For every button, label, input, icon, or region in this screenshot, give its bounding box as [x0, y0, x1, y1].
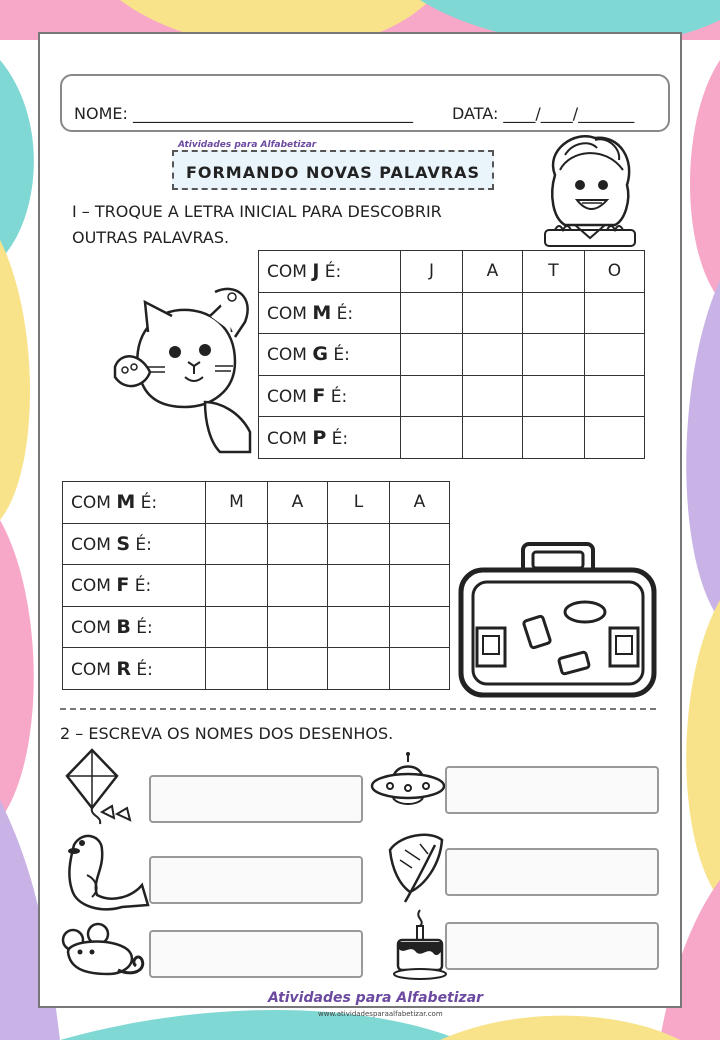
row-label-suffix: É: [319, 262, 342, 283]
row-label-prefix: COM [71, 493, 117, 514]
row-label [63, 648, 206, 690]
initial-letter: M [116, 491, 136, 514]
page-title: FORMANDO NOVAS PALAVRAS [185, 163, 481, 182]
row-label-prefix: COM [71, 576, 117, 597]
initial-letter: F [312, 385, 326, 408]
answer-box-mouse[interactable] [149, 930, 363, 978]
brand-logo-small: Atividades para Alfabetizar [178, 140, 317, 150]
row-label [63, 482, 206, 524]
letter-cell[interactable] [523, 292, 585, 334]
letter-cell[interactable] [401, 292, 463, 334]
row-label-prefix: COM [71, 534, 117, 555]
letter-cell: T [523, 251, 585, 293]
brand-logo-footer: Atividades para Alfabetizar [268, 990, 484, 1006]
instruction-1-line2: OUTRAS PALAVRAS. [72, 228, 230, 247]
row-label-prefix: COM [71, 659, 117, 680]
letter-cell[interactable] [390, 565, 450, 607]
row-label [63, 606, 206, 648]
letter-cell[interactable] [463, 292, 523, 334]
row-label-suffix: É: [130, 618, 153, 639]
letter-cell[interactable] [268, 648, 328, 690]
letter-cell: O [585, 251, 645, 293]
row-label-prefix: COM [267, 428, 313, 449]
instruction-2: 2 – ESCREVA OS NOMES DOS DESENHOS. [60, 724, 394, 743]
letter-cell[interactable] [206, 648, 268, 690]
table-row [63, 523, 450, 565]
row-label-suffix: É: [326, 428, 349, 449]
mouse-icon [58, 922, 150, 982]
initial-letter: G [312, 343, 328, 366]
answer-box-ufo[interactable] [445, 766, 659, 814]
letter-cell[interactable] [523, 417, 585, 459]
letter-cell[interactable] [463, 334, 523, 376]
word-table-jato [258, 250, 645, 459]
table-row [63, 565, 450, 607]
letter-cell: A [390, 482, 450, 524]
answer-box-feather[interactable] [445, 848, 659, 896]
letter-cell[interactable] [328, 606, 390, 648]
letter-cell: J [401, 251, 463, 293]
row-label-prefix: COM [71, 618, 117, 639]
letter-cell[interactable] [390, 648, 450, 690]
ufo-icon [368, 752, 448, 812]
row-label-prefix: COM [267, 345, 313, 366]
letter-cell[interactable] [206, 523, 268, 565]
answer-box-cake[interactable] [445, 922, 659, 970]
row-label-suffix: É: [130, 659, 153, 680]
letter-cell[interactable] [463, 375, 523, 417]
initial-letter: S [116, 532, 131, 555]
row-label-suffix: É: [135, 493, 158, 514]
initial-letter: R [116, 657, 131, 680]
letter-cell[interactable] [268, 565, 328, 607]
brand-url-footer: www.atividadesparaalfabetizar.com [318, 1010, 443, 1018]
table-row [259, 292, 645, 334]
name-field[interactable]: NOME: ___________________________________ [74, 104, 413, 123]
answer-box-seal[interactable] [149, 856, 363, 904]
row-label-prefix: COM [267, 262, 313, 283]
letter-cell: L [328, 482, 390, 524]
row-label [63, 565, 206, 607]
row-label [259, 292, 401, 334]
table-row [259, 251, 645, 293]
row-label-suffix: É: [130, 534, 152, 555]
initial-letter: P [312, 426, 327, 449]
initial-letter: J [312, 260, 320, 283]
section-divider [60, 708, 656, 710]
row-label [259, 417, 401, 459]
row-label-prefix: COM [267, 387, 313, 408]
table-row [259, 334, 645, 376]
letter-cell[interactable] [401, 417, 463, 459]
letter-cell: A [463, 251, 523, 293]
table-row [63, 648, 450, 690]
row-label [259, 334, 401, 376]
table-row [259, 417, 645, 459]
letter-cell[interactable] [328, 648, 390, 690]
cat-illustration [110, 282, 265, 457]
suitcase-illustration [455, 540, 660, 700]
table-row [63, 482, 450, 524]
letter-cell[interactable] [585, 375, 645, 417]
letter-cell[interactable] [401, 334, 463, 376]
letter-cell[interactable] [390, 523, 450, 565]
word-table-mala [62, 481, 450, 690]
row-label [63, 523, 206, 565]
letter-cell[interactable] [268, 606, 328, 648]
kite-icon [62, 748, 142, 828]
row-label-suffix: É: [331, 303, 354, 324]
boy-illustration [535, 130, 645, 250]
initial-letter: M [312, 301, 332, 324]
date-field[interactable]: DATA: ____/____/_______ [452, 104, 635, 123]
letter-cell[interactable] [463, 417, 523, 459]
cake-icon [392, 908, 447, 980]
letter-cell[interactable] [585, 292, 645, 334]
letter-cell[interactable] [401, 375, 463, 417]
row-label-suffix: É: [327, 345, 350, 366]
table-row [259, 375, 645, 417]
row-label-suffix: É: [325, 387, 348, 408]
letter-cell[interactable] [328, 565, 390, 607]
initial-letter: B [116, 616, 131, 639]
letter-cell[interactable] [206, 606, 268, 648]
letter-cell[interactable] [268, 523, 328, 565]
row-label [259, 251, 401, 293]
row-label-prefix: COM [267, 303, 313, 324]
letter-cell[interactable] [585, 334, 645, 376]
table-row [63, 606, 450, 648]
letter-cell[interactable] [523, 375, 585, 417]
letter-cell[interactable] [523, 334, 585, 376]
letter-cell[interactable] [206, 565, 268, 607]
feather-icon [380, 830, 450, 905]
initial-letter: F [116, 574, 130, 597]
title-banner [172, 150, 494, 190]
name-date-box [60, 74, 670, 132]
row-label [259, 375, 401, 417]
answer-box-kite[interactable] [149, 775, 363, 823]
letter-cell[interactable] [585, 417, 645, 459]
letter-cell: A [268, 482, 328, 524]
letter-cell[interactable] [328, 523, 390, 565]
letter-cell[interactable] [390, 606, 450, 648]
instruction-1-line1: I – TROQUE A LETRA INICIAL PARA DESCOBRIR [72, 202, 442, 221]
letter-cell: M [206, 482, 268, 524]
seal-icon [62, 825, 152, 915]
row-label-suffix: É: [129, 576, 152, 597]
